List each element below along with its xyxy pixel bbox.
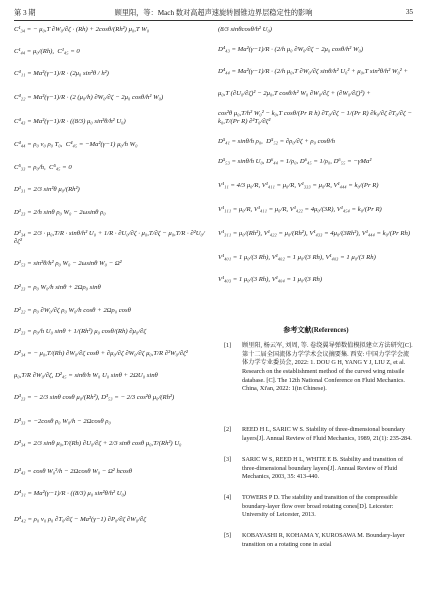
equation: μ₀,T (∂U₀/∂ζ)² − 2μ₀,T cosθ/h² W₀ ∂W₀/∂ζ + (∂W₀/∂ζ)²) + [218,90,371,97]
equation: C⁴₄₄ = ρ₀ v₀ ρ₀ T₀, C⁴₄₅ = −Ma²(γ−1) μ₀/h W₀ [14,141,138,148]
equation: V¹₃₁₁ = μ₀/(Rh²), V¹₄₂₂ = μ₀/(Rh²), V¹₄₃₃ = 4μ₀/(3Rh²), V¹₄₄₄ = k₀/(Pr Rh) [218,230,411,237]
equation: D³₃₃ = −2cosθ ρ₀ W₀/h − 2Ωcosθ ρ₀ [14,418,111,425]
reference-number: [3] [224,456,232,463]
equation: D⁴₃₁ = Ma²(γ−1)/R · ((8/3) μ₀ sin²θ/h² U₀) [14,490,127,497]
equation: D²₂₃ = ρ₀/h U₀ sinθ + 1/(Rh²) μ₀ cosθ/(Rh) ∂μ₀/∂ζ [14,328,147,335]
reference-item [218,532,414,549]
equation: V¹₁₁ = 4/3 μ₀/R, V¹₄₁₁ = μ₀/R, V¹₃₃₃ = μ₀/R, V¹₄₄₄ = k₀/(Pr R) [218,182,379,189]
reference-text: SARIC W S, REED H L, WHITE E B. Stability and transition of three-dimensional boundary layers[J]. Annual Review of Fluid Mechanics, 2003, 35: 413-440. [242,456,404,481]
equation: D²₂₂ = ρ₀ ∂W₀/∂ζ ρ₀ W₀/h cosθ + 2Ωρ₀ cosθ [14,307,131,314]
equation: (8/3 sinθcosθ/h² U₀) [218,26,272,33]
equation: D⁴₄₄ = Ma²(γ−1)/R · (2/h μ₀,T ∂W₀/∂ζ sinθ/h² U₀² + μ₀,T sin²θ/h² W₀² + [218,68,408,75]
equation: V¹₄₀₁ = 1 μ₀/(3 Rh), V¹₄₀₂ = 1 μ₀/(3 Rh), V¹₄₀₃ = 1 μ₀/(3 Rh) [218,254,376,261]
running-title: 顾里阳，等：Mach 数对高超声速旋转圆锥边界层稳定性的影响 [114,9,313,17]
page-number: 35 [405,8,413,16]
equation: V¹₁₁₁ = μ₀/R, V¹₄₁₁ = μ₀/R, V¹₄₂₂ = 4μ₀/(3R), V¹₄₅₄ = k₀/(Pr R) [218,206,382,213]
left-column [14,26,210,593]
issue-number: 第 3 期 [14,9,36,17]
equation: cos²θ μ₀,T/h² W₀² − k₀,T cosθ/(Pr R h) ∂T₀/∂ζ − 1/(Pr R) ∂k₀/∂ζ ∂T₀/∂ζ − k₀,T/(Pr R) ∂²T₀/∂ζ² [218,110,412,126]
references-heading: 参考文献(References) [283,326,349,334]
equation: C¹₄₄ = μ₀/(Rh), C¹₄₅ = 0 [14,48,80,55]
equation: D³₂₃ = − 2/3 sinθ cosθ μ₀/(Rh²), D³₅₃ = − 2/3 cos²θ μ₀/(Rh²) [14,394,175,401]
equation: D¹₂₃ = 2/h sinθ ρ₀ W₀ − 2ωsinθ ρ₀ [14,209,106,216]
equation: D⁵₄₁ = sinθ/h ρ₀, D⁵₅₂ = ∂ρ₀/∂ζ + ρ₀ cosθ/h [218,138,336,145]
reference-number: [5] [224,532,232,539]
equation: D²₂₃ = ρ₀ W₀/h sinθ + 2Ωρ₀ sinθ [14,284,101,291]
equation: D⁴₄₃ = Ma²(γ−1)/R · (2/h μ₀ ∂W₀/∂ζ − 2μ₀ cosθ/h² W₀) [218,46,364,53]
reference-number: [1] [224,342,232,349]
reference-item [218,494,414,520]
equation: D⁵₅₃ = sinθ/h U₀, D⁶₄₄ = 1/ρ₀, D⁶₄₅ = 1/ρ₀, D⁶₅₅ = −γMa² [218,158,372,165]
equation: D³₄₃ = cosθ W₀²/h − 2Ωcosθ W₀ − Ω² hcosθ [14,468,133,475]
running-header [14,6,413,21]
reference-item [218,342,414,394]
reference-number: [4] [224,494,232,501]
reference-text: REED H L, SARIC W S. Stability of three-dimensional boundary layers[J]. Annual Review of Fluid Mechanics, 1989, 21(1): 235-284. [242,426,412,442]
equation: D²₃₄ = − μ₀,T/(Rh) ∂W₀/∂ζ cosθ + ∂μ₀/∂ζ ∂W₀/∂ζ μ₀,T/R ∂²W₀/∂ζ² [14,350,188,357]
equation: D¹₃₄ = 2/3 · μ₀,T/R · sinθ/h² U₀ + 1/R · ∂U₀/∂ζ · μ₀,T/∂ζ − μ₀,T/R · ∂²U₀/∂ζ² [14,230,205,246]
equation: C⁴₁₁ = Ma²(γ−1)/R · (2μ₀ sin²θ / h²) [14,70,109,77]
equation: D⁴₄₂ = ρ₀ v₀ ρ₀ ∂T₀/∂ζ − Ma²(γ−1) ∂P₀/∂ζ ∂W₀/∂ζ [14,516,146,523]
reference-number: [2] [224,426,232,433]
equation: D¹₅₃ = sin²θ/h² ρ₀ W₀ − 2ωsinθ W₀ − Ω² [14,260,122,267]
reference-text: KOBAYASHI R, KOHAMA Y, KUROSAWA M. Boundary-layer transition on a rotating cone in axial [242,532,405,548]
equation: C⁴₄₃ = Ma²(γ−1)/R · ((8/3) μ₀ sin²θ/h² U₀) [14,118,126,125]
reference-item [218,426,414,443]
right-column [218,26,414,593]
equation: C¹₃₄ = − μ₀,T ∂W₀/∂ζ · (Rh) + 2cosθ/(Rh²) μ₀,T W₀ [14,26,150,33]
equation: D³₃₄ = 2/3 sinθ μ₀,T/(Rh) ∂U₀/∂ζ + 2/3 sinθ cosθ μ₀,T/(Rh²) U₀ [14,440,182,447]
equation: V¹₄₀₃ = 1 μ₀/(3 Rh), V¹₄₀₄ = 1 μ₀/(3 Rh) [218,276,323,283]
reference-text: 顾里阳, 杨云军, 刘周, 等. 卷绕翼导弹数值模拟建立方法研究[C]. 第十二届全国流体力学学术会议摘要集. 西安: 中国力学学会流体力学专业委员会, 2022: 1. DOU G H, YANG Y J, LIU Z, et al. Research on the establishment method of the curved wing missile database. [C]. The 12th National Conference on Fluid Mechanics. China, Xi'an, 2022: 1(in Chinese). [242,342,413,393]
equation: C⁵₃₃ = ρ₀/h, C⁵₄₅ = 0 [14,164,72,171]
reference-item [218,456,414,482]
reference-text: TOWERS P D. The stability and transition of the compressible boundary-layer flow over broad rotating cones[D]. Leicester: University of Leicester, 2013. [242,494,398,519]
equation: D¹₃₁ = 2/3 sin²θ μ₀/(Rh²) [14,186,80,193]
equation: μ₀,T/R ∂W₀/∂ζ, D²₄₅ = sinθ/h W₀ U₀ sinθ + 2ΩU₀ sinθ [14,372,158,379]
equation: C⁴₂₂ = Ma²(γ−1)/R · (2 (μ₀/h) ∂W₀/∂ζ − 2μ₀ cosθ/h² W₀) [14,94,164,101]
